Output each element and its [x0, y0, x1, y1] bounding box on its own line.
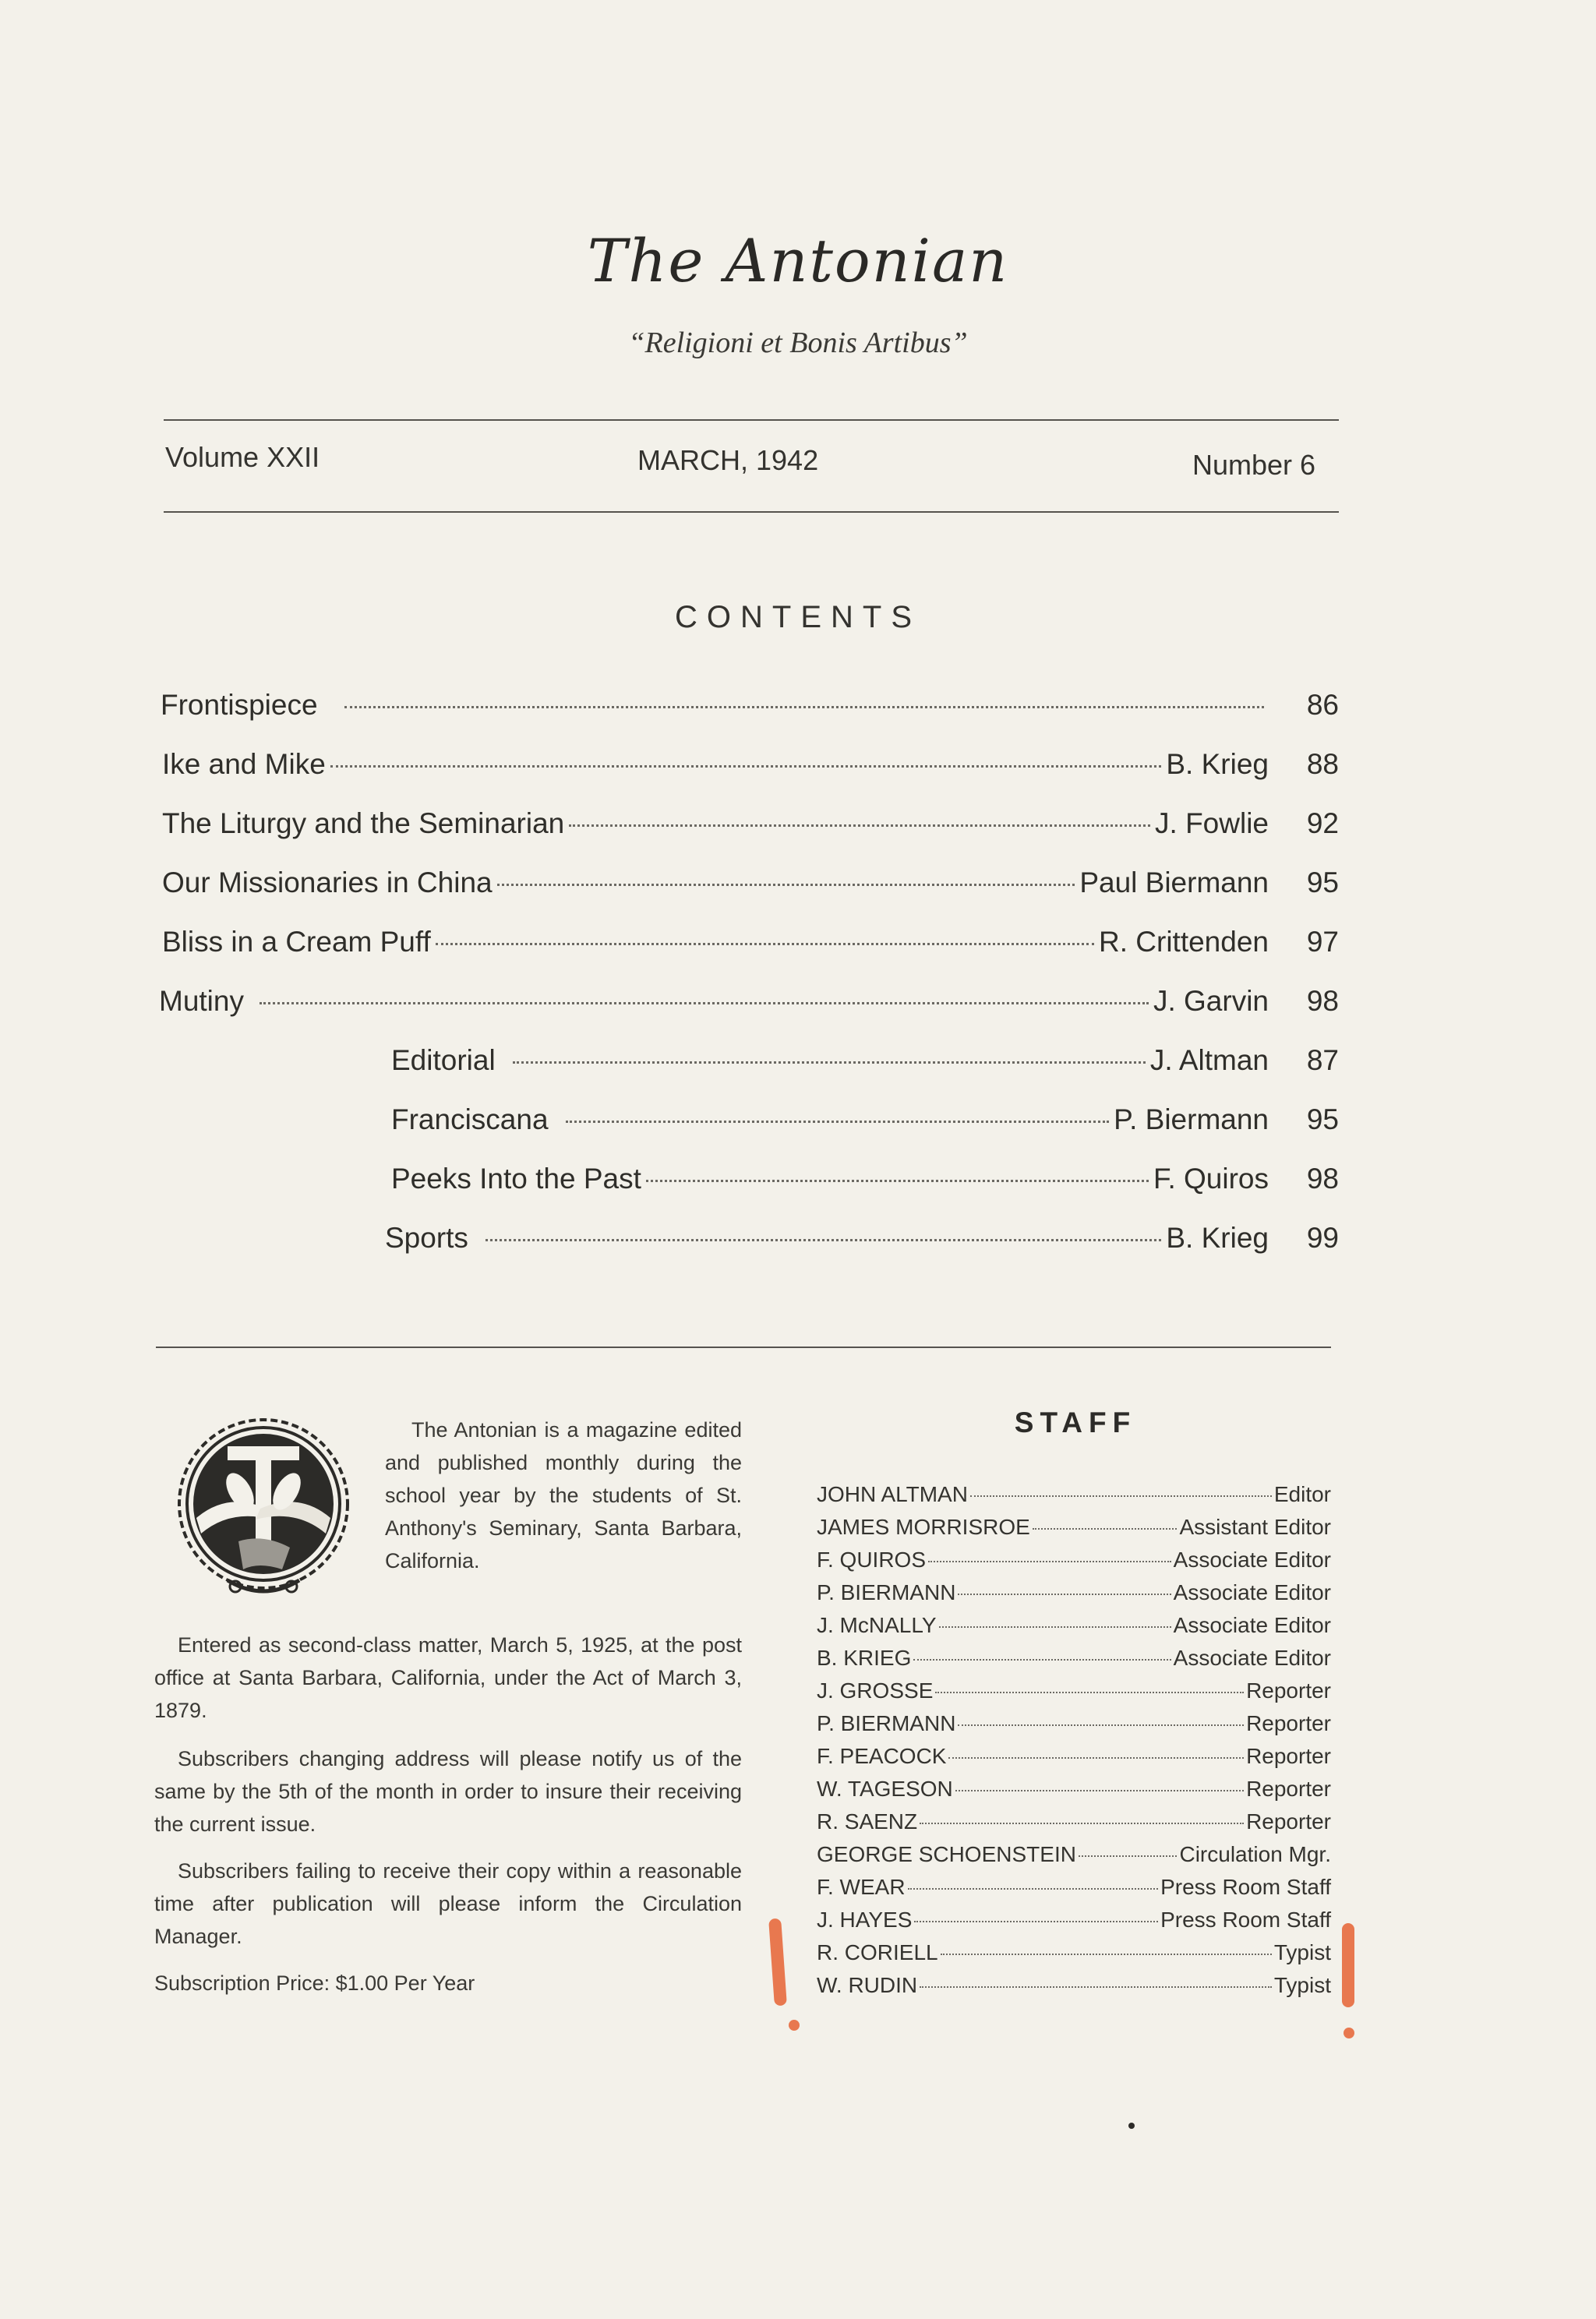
staff-entry: P. BIERMANN Associate Editor [817, 1580, 1331, 1604]
subscription-price: Subscription Price: $1.00 Per Year [154, 1971, 475, 1995]
staff-entry: W. TAGESON Reporter [817, 1777, 1331, 1801]
toc-department-entry[interactable]: Editorial J. Altman 87 [391, 1044, 1339, 1076]
toc-department-entry[interactable]: Peeks Into the Past F. Quiros 98 [391, 1163, 1339, 1195]
entry-notice: Entered as second-class matter, March 5, 1925, at the post office at Santa Barbara, California, under the Act of March 3, 1879. [154, 1633, 742, 1722]
issue-rule [164, 511, 1339, 513]
seminary-seal-icon [173, 1417, 354, 1604]
contents-bottom-rule [156, 1347, 1331, 1348]
staff-entry: W. RUDIN Typist [817, 1973, 1331, 1997]
staff-entry: J. McNALLY Associate Editor [817, 1613, 1331, 1637]
staff-entry: F. QUIROS Associate Editor [817, 1548, 1331, 1572]
toc-entry[interactable]: Ike and Mike B. Krieg 88 [162, 748, 1339, 780]
ink-speck [1128, 2123, 1135, 2129]
magazine-title: The Antonian [587, 226, 1009, 295]
volume-label: Volume XXII [165, 441, 320, 473]
toc-entry[interactable]: The Liturgy and the Seminarian J. Fowlie 92 [162, 807, 1339, 839]
orange-mark-left-dot [789, 2020, 800, 2031]
toc-department-entry[interactable]: Sports B. Krieg 99 [385, 1222, 1339, 1254]
staff-entry: F. PEACOCK Reporter [817, 1744, 1331, 1768]
top-rule [164, 419, 1339, 421]
staff-entry: J. HAYES Press Room Staff [817, 1908, 1331, 1932]
orange-mark-right-dot [1344, 2028, 1354, 2038]
missing-copy-notice: Subscribers failing to receive their copy within a reasonable time after publication will please inform the Circulation Manager. [154, 1859, 742, 1948]
publication-info: The Antonian is a magazine edited and published monthly during the school year by the students of St. Anthony's Seminary, Santa Barbara, California. [385, 1418, 742, 1572]
toc-entry[interactable]: Bliss in a Cream Puff R. Crittenden 97 [162, 926, 1339, 958]
staff-entry: JAMES MORRISROE Assistant Editor [817, 1515, 1331, 1539]
staff-entry: B. KRIEG Associate Editor [817, 1646, 1331, 1670]
toc-entry[interactable]: Our Missionaries in China Paul Biermann 95 [162, 867, 1339, 898]
staff-entry: J. GROSSE Reporter [817, 1678, 1331, 1703]
issue-date: MARCH, 1942 [637, 444, 819, 476]
toc-department-entry[interactable]: Franciscana P. Biermann 95 [391, 1103, 1339, 1135]
staff-entry: GEORGE SCHOENSTEIN Circulation Mgr. [817, 1842, 1331, 1866]
issue-number: Number 6 [1192, 449, 1316, 481]
orange-mark-left [768, 1918, 787, 2007]
toc-entry[interactable]: Mutiny J. Garvin 98 [159, 985, 1339, 1017]
staff-entry: JOHN ALTMAN Editor [817, 1482, 1331, 1506]
magazine-motto: “Religioni et Bonis Artibus” [628, 326, 968, 359]
address-change-notice: Subscribers changing address will please notify us of the same by the 5th of the month in order to insure their receiving the current issue. [154, 1747, 742, 1836]
contents-heading: CONTENTS [675, 600, 921, 634]
staff-heading: STAFF [1014, 1407, 1137, 1438]
toc-entry[interactable]: Frontispiece 86 [161, 689, 1339, 721]
staff-entry: R. SAENZ Reporter [817, 1809, 1331, 1834]
staff-entry: F. WEAR Press Room Staff [817, 1875, 1331, 1899]
staff-entry: R. CORIELL Typist [817, 1940, 1331, 1964]
staff-entry: P. BIERMANN Reporter [817, 1711, 1331, 1735]
orange-mark-right [1342, 1923, 1354, 2007]
